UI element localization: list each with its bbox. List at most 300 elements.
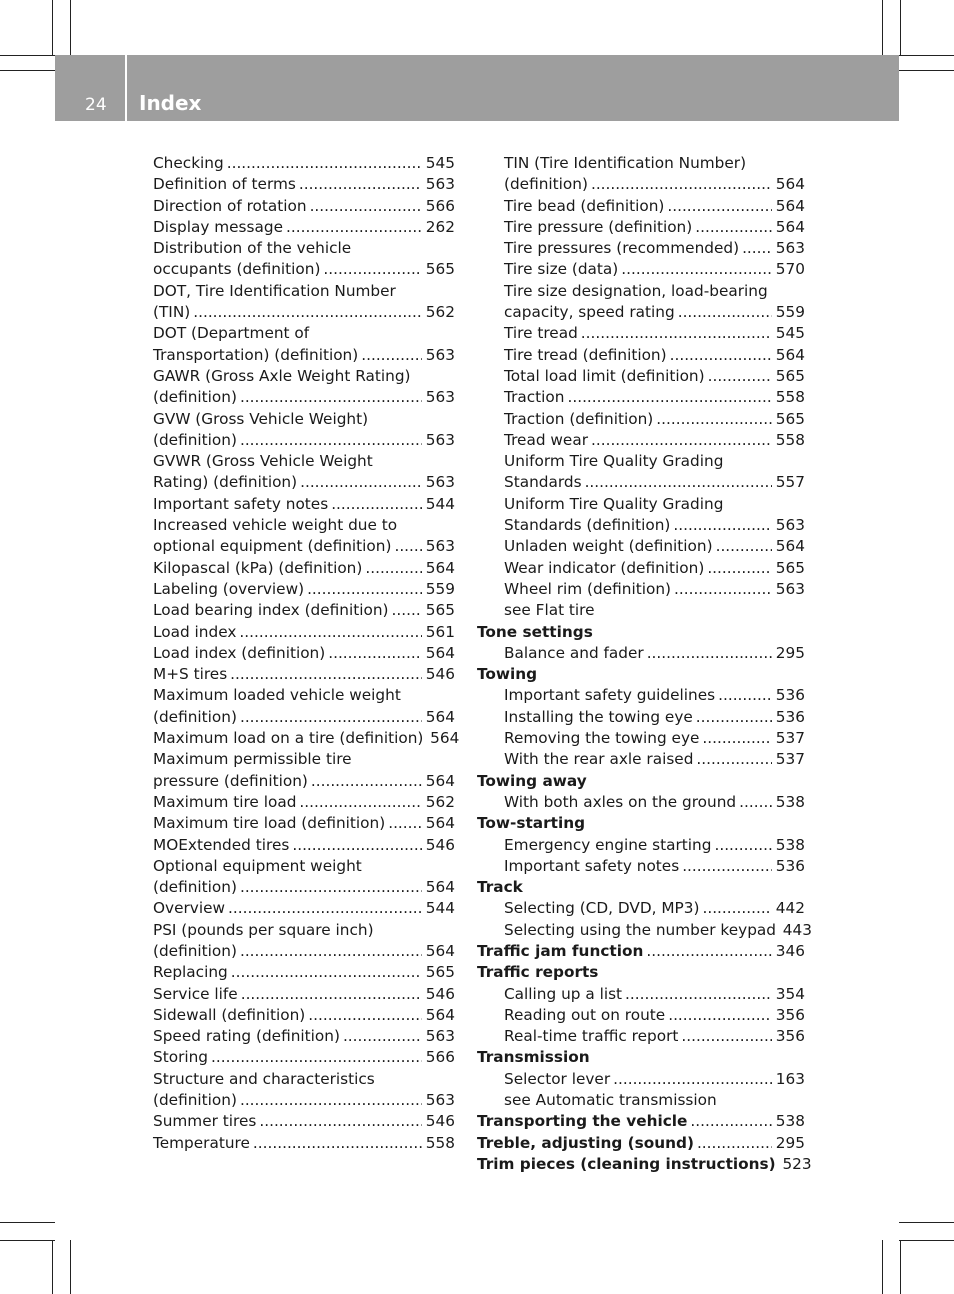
index-entry-label: (definition): [504, 175, 588, 194]
index-entry-label: Tread wear: [504, 430, 588, 449]
index-entry-label: Traffic jam function: [477, 941, 644, 960]
page-reference: 566: [425, 196, 455, 215]
leader-dots: [682, 856, 772, 877]
leader-dots: [308, 1005, 422, 1026]
index-entry: [477, 792, 805, 813]
index-heading: Traffic reports: [477, 963, 599, 982]
page-reference: 558: [425, 1133, 455, 1152]
page-reference: 564: [425, 814, 455, 833]
page-reference: 563: [775, 579, 805, 598]
page-reference: 546: [425, 665, 455, 684]
index-entry-label: (definition): [153, 707, 237, 726]
index-entry-label: Replacing: [153, 963, 228, 982]
leader-dots: [240, 707, 422, 728]
page-number: 24: [85, 95, 107, 115]
index-entry: [153, 792, 455, 813]
crop-mark: [899, 55, 954, 56]
index-entry-label: Trim pieces (cleaning instructions): [477, 1154, 776, 1173]
index-entry-text: Optional equipment weight: [153, 856, 362, 875]
page-reference: 562: [425, 303, 455, 322]
index-entry: [477, 1026, 805, 1047]
page-reference: 544: [425, 494, 455, 513]
leader-dots: [707, 558, 772, 579]
index-entry: [153, 387, 455, 408]
index-entry: [477, 941, 805, 962]
index-entry-label: Calling up a list: [504, 984, 623, 1003]
leader-dots: [621, 259, 772, 280]
page-reference: 564: [425, 558, 455, 577]
index-entry: [153, 153, 455, 174]
leader-dots: [668, 1005, 772, 1026]
page-reference: 354: [775, 984, 805, 1003]
leader-dots: [311, 771, 422, 792]
page-reference: 565: [425, 963, 455, 982]
index-entry-label: (definition): [153, 941, 237, 960]
leader-dots: [392, 600, 422, 621]
leader-dots: [656, 409, 772, 430]
index-entry: [477, 920, 812, 941]
index-entry-label: Tire tread: [504, 324, 578, 343]
index-column-right: [477, 153, 812, 1175]
page-reference: 163: [775, 1069, 805, 1088]
page-reference: 356: [775, 1005, 805, 1024]
index-entry-label: Direction of rotation: [153, 196, 307, 215]
index-entry-text: Distribution of the vehicle: [153, 239, 352, 258]
index-entry: [153, 196, 455, 217]
page-reference: 546: [425, 835, 455, 854]
page-reference: 565: [425, 601, 455, 620]
page-reference: 565: [775, 558, 805, 577]
index-entry: [477, 558, 805, 579]
page-reference: 538: [775, 792, 805, 811]
index-entry-label: pressure (definition): [153, 771, 308, 790]
index-entry-label: Real-time traffic report: [504, 1027, 679, 1046]
page-reference: 564: [425, 1005, 455, 1024]
page-reference: 559: [775, 303, 805, 322]
leader-dots: [647, 643, 772, 664]
crop-mark: [52, 1240, 53, 1294]
index-entry: [477, 409, 805, 430]
leader-dots: [240, 941, 422, 962]
index-entry-label: Wear indicator (definition): [504, 558, 705, 577]
index-entry-label: occupants (definition): [153, 260, 321, 279]
leader-dots: [714, 835, 772, 856]
leader-dots: [695, 217, 772, 238]
leader-dots: [591, 430, 772, 451]
index-entry-label: Tire pressure (definition): [504, 217, 693, 236]
page-reference: 442: [775, 899, 805, 918]
leader-dots: [585, 472, 772, 493]
index-entry: [477, 472, 805, 493]
crop-mark: [900, 1240, 901, 1294]
leader-dots: [253, 1133, 422, 1154]
leader-dots: [307, 579, 422, 600]
index-entry: [153, 1111, 455, 1132]
page-reference: 443: [782, 920, 812, 939]
crop-mark: [899, 1222, 954, 1223]
leader-dots: [343, 1026, 422, 1047]
leader-dots: [240, 430, 422, 451]
index-entry-label: Speed rating (definition): [153, 1027, 340, 1046]
index-entry: [477, 1005, 805, 1026]
leader-dots: [286, 217, 422, 238]
leader-dots: [361, 345, 422, 366]
index-entry: [477, 196, 805, 217]
index-heading: Transmission: [477, 1048, 590, 1067]
index-entry: [153, 643, 455, 664]
index-entry-label: Treble, adjusting (sound): [477, 1133, 694, 1152]
index-entry: [153, 771, 455, 792]
page-reference: 564: [775, 175, 805, 194]
index-entry-text: Maximum permissible tire: [153, 750, 352, 769]
index-entry-label: Load index: [153, 622, 237, 641]
index-entry: [477, 579, 805, 600]
page-header-banner: [55, 55, 899, 121]
index-entry-label: (TIN): [153, 303, 191, 322]
index-entry: [477, 728, 805, 749]
index-entry-label: (definition): [153, 1091, 237, 1110]
index-entry-text: Structure and characteristics: [153, 1069, 375, 1088]
page-reference: 536: [775, 707, 805, 726]
index-entry-text: DOT (Department of: [153, 324, 310, 343]
leader-dots: [696, 749, 772, 770]
index-entry-label: Tire tread (definition): [504, 345, 667, 364]
crop-mark: [70, 1240, 71, 1294]
leader-dots: [259, 1111, 422, 1132]
leader-dots: [239, 622, 422, 643]
leader-dots: [702, 898, 772, 919]
page-reference: 564: [775, 345, 805, 364]
leader-dots: [670, 345, 772, 366]
leader-dots: [739, 792, 772, 813]
page-reference: 562: [425, 792, 455, 811]
index-entry: [477, 1133, 805, 1154]
index-entry-text: PSI (pounds per square inch): [153, 920, 374, 939]
index-entry-label: Maximum load on a tire (definition): [153, 729, 424, 748]
index-entry: [477, 1154, 812, 1175]
index-entry-label: Kilopascal (kPa) (definition): [153, 558, 363, 577]
index-entry: [477, 323, 805, 344]
page-reference: 557: [775, 473, 805, 492]
index-entry: [153, 536, 455, 557]
leader-dots: [211, 1047, 422, 1068]
page-reference: 563: [425, 473, 455, 492]
crop-mark: [882, 0, 883, 55]
leader-dots: [716, 536, 772, 557]
crop-mark: [0, 70, 55, 71]
index-entry-label: Selector lever: [504, 1069, 611, 1088]
page-reference: 563: [775, 239, 805, 258]
page-reference: 544: [425, 899, 455, 918]
index-entry: [153, 600, 455, 621]
leader-dots: [646, 941, 772, 962]
index-column-left: [153, 153, 460, 1154]
index-entry-label: With both axles on the ground: [504, 792, 737, 811]
leader-dots: [667, 196, 772, 217]
leader-dots: [328, 643, 422, 664]
index-entry: [153, 962, 455, 983]
index-entry: [153, 1090, 455, 1111]
index-entry: [153, 813, 455, 834]
leader-dots: [240, 877, 422, 898]
index-entry: [153, 728, 460, 749]
leader-dots: [674, 579, 772, 600]
index-entry-label: Tire size (data): [504, 260, 619, 279]
page-reference: 563: [425, 537, 455, 556]
crop-mark: [899, 70, 954, 71]
page-reference: 545: [425, 154, 455, 172]
index-entry-label: Transporting the vehicle: [477, 1112, 688, 1131]
leader-dots: [678, 302, 772, 323]
page-reference: 538: [775, 1112, 805, 1131]
index-entry: [153, 898, 455, 919]
index-entry: [477, 984, 805, 1005]
page-reference: 563: [425, 175, 455, 194]
leader-dots: [673, 515, 772, 536]
leader-dots: [581, 323, 772, 344]
header-divider: [125, 55, 127, 121]
index-entry-label: Display message: [153, 217, 283, 236]
leader-dots: [365, 558, 422, 579]
index-heading: Tow-starting: [477, 814, 586, 833]
index-entry: [153, 877, 455, 898]
index-entry-label: Important safety notes: [153, 494, 329, 513]
page-reference: 564: [775, 217, 805, 236]
index-entry: [153, 494, 455, 515]
leader-dots: [696, 707, 772, 728]
page-reference: 295: [775, 1133, 805, 1152]
index-entry-label: Traction: [504, 388, 565, 407]
index-entry: [153, 558, 455, 579]
page-reference: 538: [775, 835, 805, 854]
index-entry: [477, 430, 805, 451]
index-entry-label: Sidewall (definition): [153, 1005, 306, 1024]
index-entry: [477, 387, 805, 408]
index-entry: [477, 643, 805, 664]
page-reference: 546: [425, 1112, 455, 1131]
index-entry-label: optional equipment (definition): [153, 537, 392, 556]
index-entry-label: M+S tires: [153, 665, 228, 684]
index-entry: [153, 984, 455, 1005]
index-entry-label: Important safety notes: [504, 856, 680, 875]
index-entry-label: With the rear axle raised: [504, 750, 694, 769]
index-entry-label: Wheel rim (definition): [504, 579, 671, 598]
index-heading: Towing away: [477, 771, 587, 790]
page-reference: 356: [775, 1027, 805, 1046]
page-reference: 564: [430, 729, 460, 748]
index-entry-label: MOExtended tires: [153, 835, 290, 854]
index-entry: [153, 1133, 455, 1154]
page-reference: 536: [775, 856, 805, 875]
index-entry-label: Summer tires: [153, 1112, 257, 1131]
page-reference: 537: [775, 750, 805, 769]
index-entry-text: Tire size designation, load-bearing: [504, 281, 768, 300]
page-reference: 564: [775, 537, 805, 556]
index-entry-label: Overview: [153, 899, 226, 918]
crop-mark: [70, 0, 71, 55]
index-entry: [477, 238, 805, 259]
index-entry: [153, 835, 455, 856]
page-reference: 563: [775, 516, 805, 535]
index-entry: [477, 1111, 805, 1132]
page-reference: 537: [775, 729, 805, 748]
leader-dots: [240, 387, 422, 408]
index-entry: [477, 856, 805, 877]
page-reference: 565: [425, 260, 455, 279]
index-entry-label: Standards (definition): [504, 516, 671, 535]
index-entry: [153, 1005, 455, 1026]
index-entry-label: (definition): [153, 430, 237, 449]
index-entry-label: Labeling (overview): [153, 579, 305, 598]
leader-dots: [227, 153, 422, 174]
index-entry-text: see Automatic transmission: [504, 1091, 717, 1110]
index-entry: [477, 345, 805, 366]
index-entry-label: Important safety guidelines: [504, 686, 716, 705]
index-entry-label: Rating) (definition): [153, 473, 298, 492]
index-entry-text: TIN (Tire Identification Number): [504, 154, 747, 172]
page-reference: 566: [425, 1048, 455, 1067]
page-reference: 564: [425, 771, 455, 790]
leader-dots: [331, 494, 422, 515]
index-entry: [153, 174, 455, 195]
crop-mark: [0, 1240, 55, 1241]
index-entry-label: Balance and fader: [504, 643, 644, 662]
index-entry-label: Temperature: [153, 1133, 250, 1152]
page-reference: 564: [425, 941, 455, 960]
page-reference: 563: [425, 430, 455, 449]
index-entry-text: GAWR (Gross Axle Weight Rating): [153, 366, 411, 385]
index-entry-label: Maximum tire load: [153, 792, 297, 811]
page-title: Index: [139, 91, 202, 115]
index-entry-label: Reading out on route: [504, 1005, 666, 1024]
index-entry-text: Uniform Tire Quality Grading: [504, 452, 724, 471]
index-entry-text: Increased vehicle weight due to: [153, 516, 398, 535]
index-entry: [153, 302, 455, 323]
leader-dots: [388, 813, 422, 834]
page-reference: 563: [425, 345, 455, 364]
leader-dots: [292, 835, 422, 856]
index-entry-label: (definition): [153, 878, 237, 897]
leader-dots: [240, 1090, 422, 1111]
index-entry-label: Selecting using the number keypad: [504, 920, 776, 939]
leader-dots: [591, 174, 772, 195]
leader-dots: [613, 1069, 772, 1090]
index-entry: [477, 174, 805, 195]
crop-mark: [900, 0, 901, 55]
leader-dots: [228, 898, 422, 919]
index-entry: [153, 622, 455, 643]
index-entry: [477, 302, 805, 323]
index-entry-text: DOT, Tire Identification Number: [153, 281, 396, 300]
page-reference: 564: [425, 707, 455, 726]
index-entry-label: Selecting (CD, DVD, MP3): [504, 899, 700, 918]
index-entry-label: Load index (definition): [153, 643, 326, 662]
index-entry: [153, 1026, 455, 1047]
index-entry: [153, 430, 455, 451]
index-entry-label: Tire pressures (recommended): [504, 239, 740, 258]
index-entry: [153, 664, 455, 685]
index-entry-text: GVWR (Gross Vehicle Weight: [153, 452, 373, 471]
index-entry: [153, 345, 455, 366]
leader-dots: [299, 174, 422, 195]
page-reference: 570: [775, 260, 805, 279]
page-reference: 262: [425, 217, 455, 236]
leader-dots: [690, 1111, 772, 1132]
leader-dots: [299, 792, 422, 813]
page-reference: 523: [782, 1154, 812, 1173]
leader-dots: [310, 196, 422, 217]
page-reference: 564: [775, 196, 805, 215]
crop-mark: [899, 1240, 954, 1241]
page-reference: 545: [775, 324, 805, 343]
leader-dots: [231, 962, 422, 983]
page-reference: 563: [425, 1027, 455, 1046]
index-entry: [153, 941, 455, 962]
index-entry-label: Standards: [504, 473, 582, 492]
leader-dots: [742, 238, 772, 259]
leader-dots: [241, 984, 422, 1005]
page-reference: 564: [425, 878, 455, 897]
index-entry-label: (definition): [153, 388, 237, 407]
index-entry: [477, 835, 805, 856]
page-reference: 558: [775, 430, 805, 449]
index-heading: Towing: [477, 665, 538, 684]
index-entry: [477, 898, 805, 919]
index-entry-label: capacity, speed rating: [504, 303, 675, 322]
index-entry: [153, 217, 455, 238]
leader-dots: [230, 664, 422, 685]
page-reference: 346: [775, 941, 805, 960]
crop-mark: [52, 0, 53, 55]
page-reference: 563: [425, 1091, 455, 1110]
page-reference: 563: [425, 388, 455, 407]
index-entry-label: Service life: [153, 984, 238, 1003]
index-entry: [477, 1069, 805, 1090]
index-entry-label: Installing the towing eye: [504, 707, 693, 726]
index-entry: [153, 707, 455, 728]
index-entry-label: Transportation) (definition): [153, 345, 359, 364]
page-reference: 295: [775, 643, 805, 662]
index-entry-label: Emergency engine starting: [504, 835, 712, 854]
index-entry: [477, 749, 805, 770]
index-entry-text: Maximum loaded vehicle weight: [153, 686, 401, 705]
index-entry-text: Uniform Tire Quality Grading: [504, 494, 724, 513]
crop-mark: [0, 55, 55, 56]
index-entry: [153, 1047, 455, 1068]
leader-dots: [681, 1026, 772, 1047]
index-entry: [153, 579, 455, 600]
index-entry-text: see Flat tire: [504, 601, 595, 620]
index-entry: [477, 685, 805, 706]
leader-dots: [567, 387, 772, 408]
page-reference: 546: [425, 984, 455, 1003]
index-entry-label: Unladen weight (definition): [504, 537, 713, 556]
index-entry: [477, 515, 805, 536]
leader-dots: [697, 1133, 772, 1154]
page-reference: 558: [775, 388, 805, 407]
index-entry: [477, 259, 805, 280]
leader-dots: [193, 302, 422, 323]
leader-dots: [625, 984, 772, 1005]
index-entry: [477, 366, 805, 387]
index-entry: [153, 472, 455, 493]
leader-dots: [702, 728, 772, 749]
index-entry-label: Checking: [153, 154, 224, 172]
index-heading: Track: [477, 878, 523, 897]
index-entry-label: Total load limit (definition): [504, 366, 705, 385]
page-reference: 564: [425, 643, 455, 662]
page-reference: 565: [775, 409, 805, 428]
